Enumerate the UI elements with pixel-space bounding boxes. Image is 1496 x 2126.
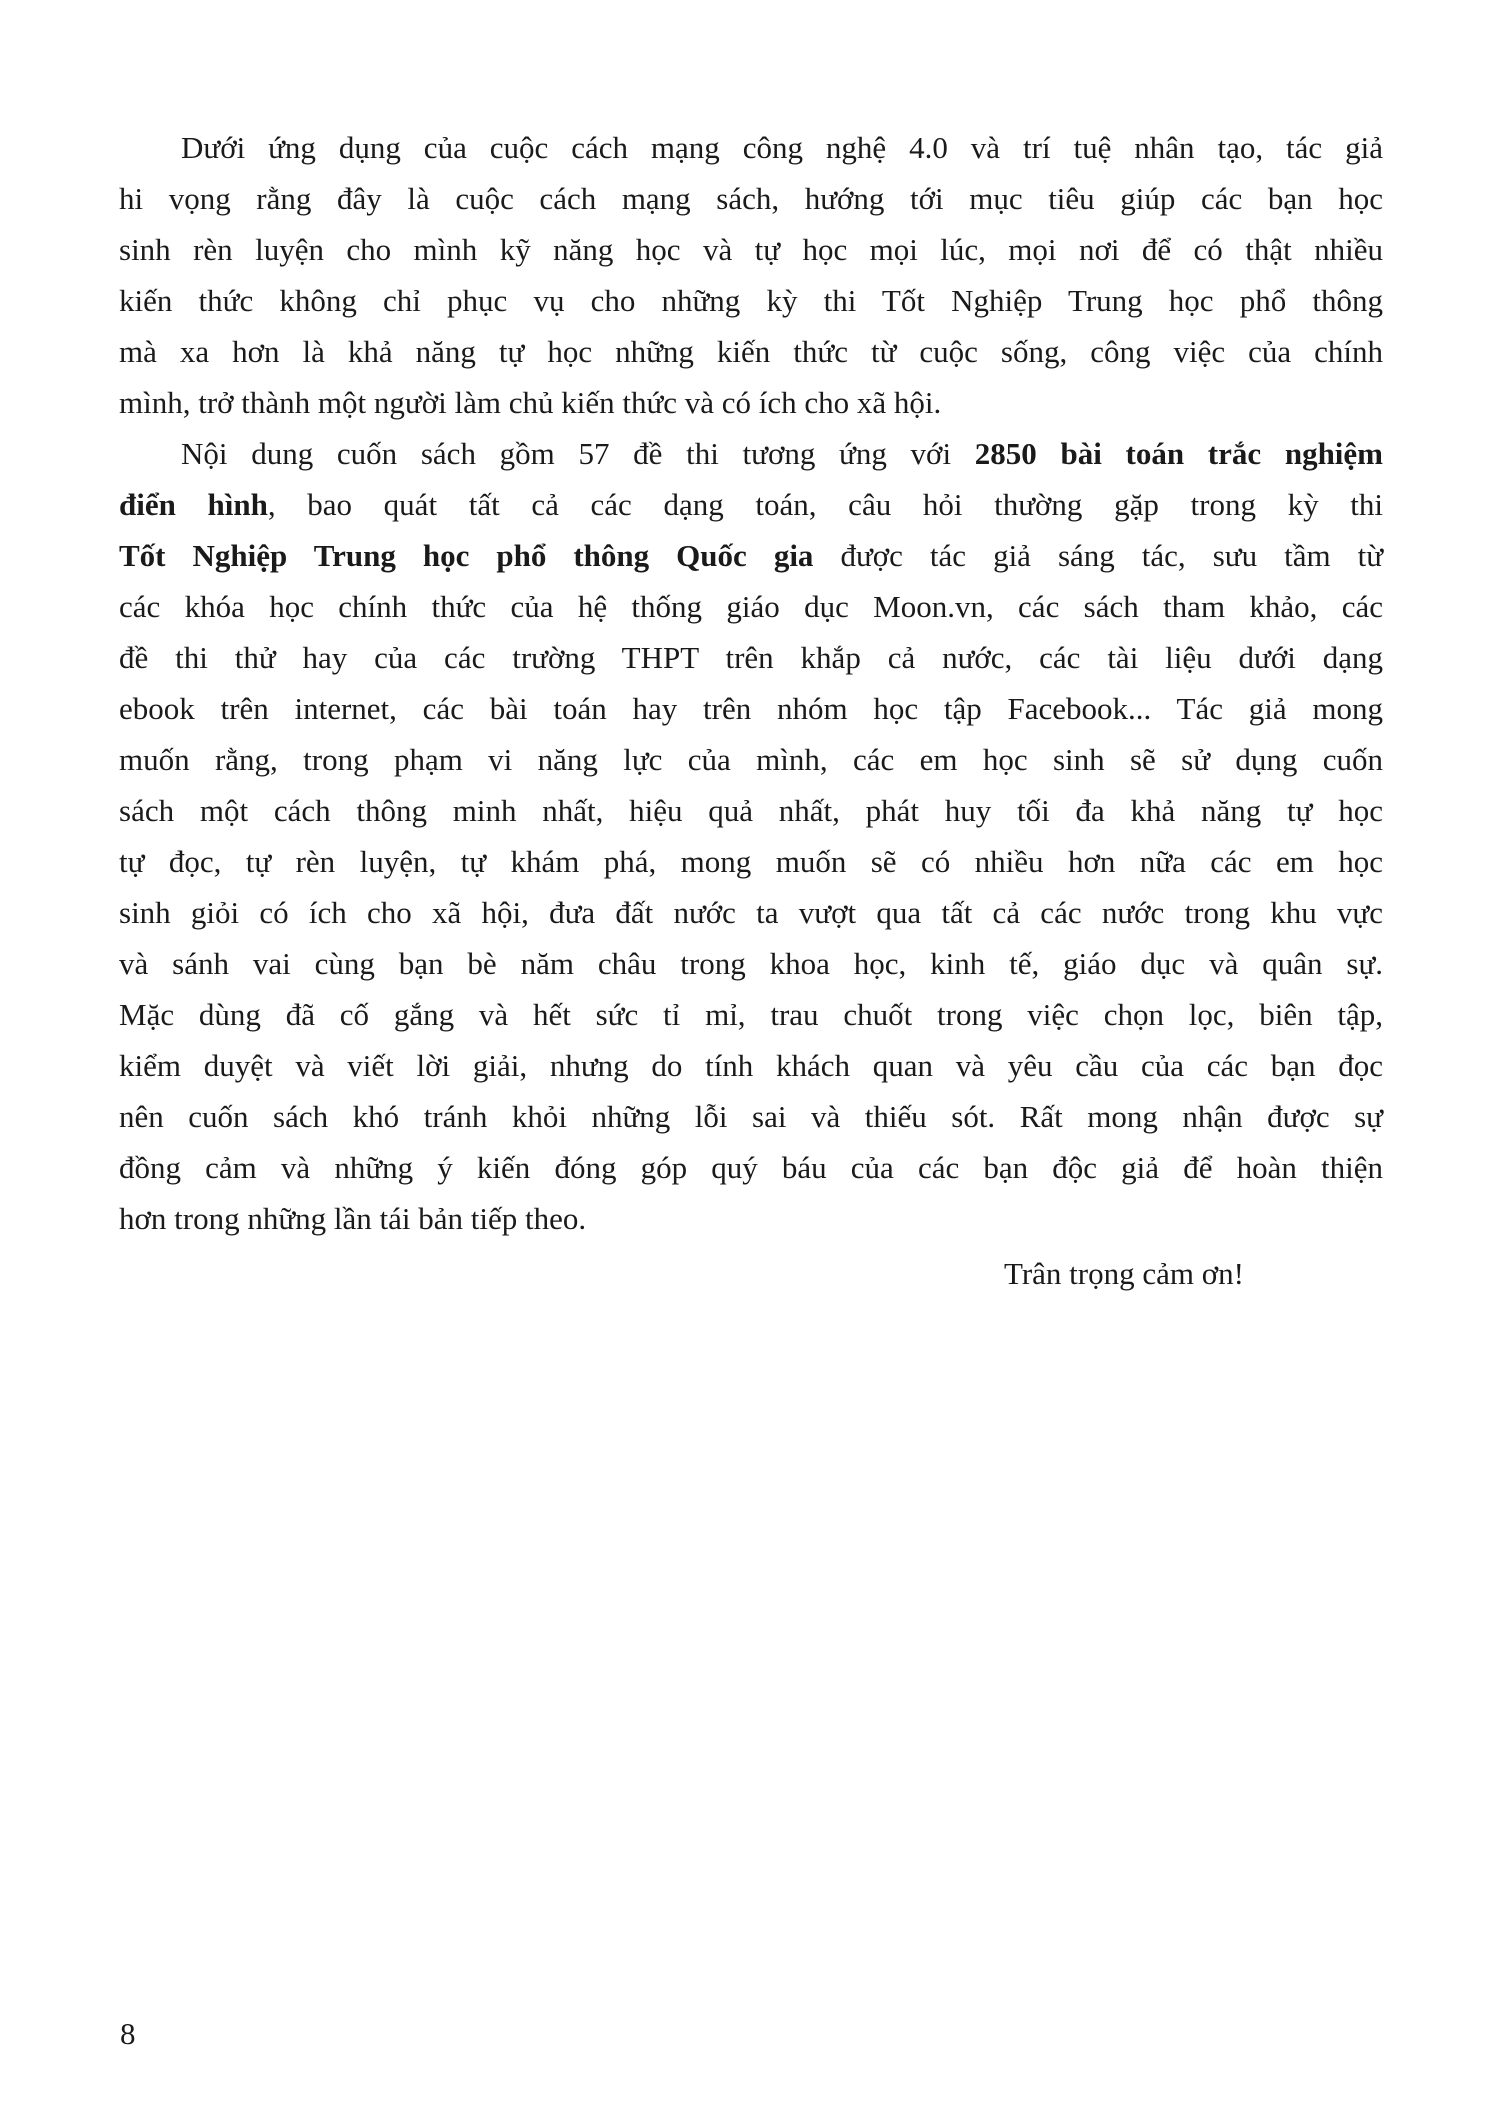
text-segment: Dưới ứng dụng của cuộc cách mạng công nghệ 4.0 và trí tuệ nhân tạo, tác giả — [181, 130, 1383, 165]
text-segment: mình, trở thành một người làm chủ kiến thức và có ích cho xã hội. — [119, 385, 942, 420]
text-segment: đề thi thử hay của các trường THPT trên khắp cả nước, các tài liệu dưới dạng — [119, 640, 1383, 675]
text-segment: sách một cách thông minh nhất, hiệu quả nhất, phát huy tối đa khả năng tự học — [119, 793, 1383, 828]
text-line — [119, 428, 1383, 479]
text-line — [119, 377, 1383, 428]
page-number: 8 — [120, 2016, 136, 2051]
text-segment: Nội dung cuốn sách gồm 57 đề thi tương ứng với — [181, 436, 975, 471]
text-line — [119, 1193, 1383, 1244]
text-segment: mà xa hơn là khả năng tự học những kiến thức từ cuộc sống, công việc của chính — [119, 334, 1383, 369]
text-line — [119, 989, 1383, 1040]
text-segment: tự đọc, tự rèn luyện, tự khám phá, mong muốn sẽ có nhiều hơn nữa các em học — [119, 844, 1383, 879]
text-segment: hơn trong những lần tái bản tiếp theo. — [119, 1201, 587, 1236]
closing-line: Trân trọng cảm ơn! — [1004, 1256, 1244, 1291]
text-line — [119, 479, 1383, 530]
text-segment: được tác giả sáng tác, sưu tầm từ — [813, 538, 1383, 573]
text-line — [119, 581, 1383, 632]
text-segment: các khóa học chính thức của hệ thống giáo dục Moon.vn, các sách tham khảo, các — [119, 589, 1383, 624]
text-segment: sinh rèn luyện cho mình kỹ năng học và tự học mọi lúc, mọi nơi để có thật nhiều — [119, 232, 1383, 267]
text-line — [119, 530, 1383, 581]
text-line — [119, 887, 1383, 938]
text-line — [119, 275, 1383, 326]
text-line — [119, 224, 1383, 275]
text-segment: và sánh vai cùng bạn bè năm châu trong khoa học, kinh tế, giáo dục và quân sự. — [119, 946, 1383, 981]
text-line — [119, 1142, 1383, 1193]
text-segment: ebook trên internet, các bài toán hay trên nhóm học tập Facebook... Tác giả mong — [119, 691, 1383, 726]
text-segment: , bao quát tất cả các dạng toán, câu hỏi thường gặp trong kỳ thi — [267, 487, 1383, 522]
text-line — [119, 938, 1383, 989]
text-segment: Mặc dùng đã cố gắng và hết sức tỉ mỉ, trau chuốt trong việc chọn lọc, biên tập, — [119, 997, 1383, 1032]
text-line — [119, 683, 1383, 734]
text-segment: kiểm duyệt và viết lời giải, nhưng do tính khách quan và yêu cầu của các bạn đọc — [119, 1048, 1383, 1083]
text-line — [119, 173, 1383, 224]
body-text — [119, 122, 1383, 1244]
bold-text-segment: điển hình — [119, 487, 268, 522]
text-line — [119, 836, 1383, 887]
text-segment: muốn rằng, trong phạm vi năng lực của mình, các em học sinh sẽ sử dụng cuốn — [119, 742, 1383, 777]
paragraph — [119, 122, 1383, 428]
text-segment: nên cuốn sách khó tránh khỏi những lỗi sai và thiếu sót. Rất mong nhận được sự — [119, 1099, 1383, 1134]
text-line — [119, 1091, 1383, 1142]
text-line — [119, 785, 1383, 836]
text-segment: đồng cảm và những ý kiến đóng góp quý báu của các bạn độc giả để hoàn thiện — [119, 1150, 1383, 1185]
text-line — [119, 734, 1383, 785]
text-segment: kiến thức không chỉ phục vụ cho những kỳ thi Tốt Nghiệp Trung học phổ thông — [119, 283, 1383, 318]
text-segment: hi vọng rằng đây là cuộc cách mạng sách, hướng tới mục tiêu giúp các bạn học — [119, 181, 1383, 216]
text-line — [119, 632, 1383, 683]
text-line — [119, 122, 1383, 173]
bold-text-segment: Tốt Nghiệp Trung học phổ thông Quốc gia — [119, 538, 814, 573]
text-line — [119, 1040, 1383, 1091]
text-line — [119, 326, 1383, 377]
paragraph — [119, 428, 1383, 1244]
bold-text-segment: 2850 bài toán trắc nghiệm — [974, 436, 1384, 471]
text-segment: sinh giỏi có ích cho xã hội, đưa đất nước ta vượt qua tất cả các nước trong khu vực — [119, 895, 1383, 930]
